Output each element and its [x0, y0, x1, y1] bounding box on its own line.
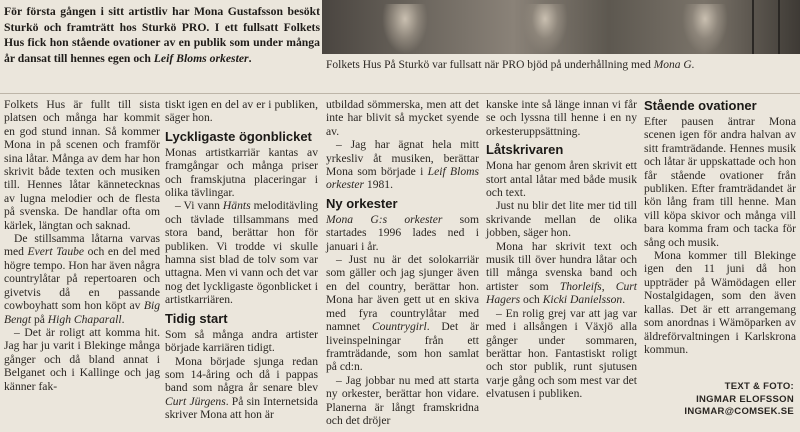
- article-lead: [4, 4, 320, 66]
- lead-end: .: [248, 51, 252, 65]
- paragraph: Monas artistkarriär kantas av framgångar och många priser och framskjutna placeringar i olika tävlingar.: [165, 145, 318, 200]
- paragraph: – Just nu är det solokarriär som gäller och jag sjunger även en del country, berättar hon. Mona har även gett ut en skiva med fyra countrylåtar med namnet Countrygirl. Det är liveinspelningar från ett framträdande, som hon samlat på cd:n.: [326, 253, 479, 374]
- paragraph: Just nu blir det lite mer tid till skrivande mellan de olika jobben, säger hon.: [486, 199, 637, 240]
- paragraph: Efter pausen äntrar Mona scenen igen för andra halvan av sitt framträdande. Hennes musik och låtar är uppskattade och hon får stående ovationer från publiken. Efter framträdandet är kön lång fram till henne. Man vill köpa skivor och många vill bara komma fram och tacka för sång och musik.: [644, 115, 796, 249]
- byline-email: INGMAR@COMSEK.SE: [684, 406, 794, 417]
- paragraph: De stillsamma låtarna varvas med Evert Taube och en del med högre tempo. Hon har även några countrylåtar på repertoaren och givetvis då en passande cowboyhatt som hon köpt av Big Bengt på High Chaparall.: [4, 232, 160, 326]
- column-4: [486, 98, 637, 401]
- subheading: Ny orkester: [326, 195, 398, 211]
- subheading: Låtskrivaren: [486, 142, 564, 158]
- paragraph: – Jag har ägnat hela mitt yrkesliv åt musiken, berättar Mona som började i Leif Bloms orkester 1981.: [326, 138, 479, 192]
- paragraph: Mona har skrivit text och musik till över hundra låtar och till många svenska band och artister som Thorleifs, Curt Hagers och Kicki Danielsson.: [486, 239, 637, 307]
- photo-figure: [522, 4, 568, 54]
- column-5: [644, 98, 796, 356]
- subheading: Tidig start: [165, 310, 228, 326]
- photo-figure: [382, 4, 428, 54]
- byline-label: TEXT & FOTO:: [724, 381, 794, 392]
- caption-name: Mona G.: [653, 59, 695, 71]
- byline-author: INGMAR ELOFSSON: [696, 393, 794, 405]
- divider: [0, 93, 800, 94]
- paragraph: Mona kommer till Blekinge igen den 11 juni då hon uppträder på Wämödagen eller Nostalgidagen, som den även kallas. Det är ett arrangemang som anordnas i Wämöparken av äldreförvaltningen i Karlskrona kommun.: [644, 249, 796, 356]
- paragraph: Som så många andra artister började karriären tidigt.: [165, 327, 318, 355]
- paragraph: utbildad sömmerska, men att det inte har blivit så mycket syende av.: [326, 98, 479, 138]
- article-photo: [322, 0, 800, 54]
- paragraph: Mona började sjunga redan som 14-åring och då i pappas band som några år senare blev Curt Jürgens. På sin Internetsida skriver Mona att hon är: [165, 354, 318, 422]
- paragraph: Mona G:s orkester som startades 1996 lades ned i januari i år.: [326, 212, 479, 253]
- column-2: [165, 98, 318, 422]
- photo-caption: [326, 58, 796, 72]
- paragraph: – En rolig grej var att jag var med i allsången i Växjö alla gånger under sommaren, berättar hon. Fantastiskt roligt och stor publik, runt sjutusen varje gång och som mest var det elvatusen i publiken.: [486, 306, 637, 401]
- column-1: [4, 98, 160, 393]
- mic-stand: [778, 0, 780, 54]
- paragraph: – Det är roligt att komma hit. Jag har ju varit i Blekinge många gånger och då bland annat i Belganet och i Kallinge och jag känner fak-: [4, 325, 160, 393]
- paragraph: – Vi vann Hänts meloditävling och tävlade tillsammans med stora band, berättar hon för publiken. Vi trodde vi skulle hamna sist blad de tolv som var uttagna. Men vi vann och det var nog det lyckligaste ögonblicket i artistkarriären.: [165, 199, 318, 307]
- lead-text: För första gången i sitt artistliv har Mona Gustafsson besökt Sturkö och framträtt hos Sturkö PRO. I ett fullsatt Folkets Hus fick hon stående ovationer av en publik som under många år dansat till hennes egen och: [4, 5, 320, 65]
- subheading: Stående ovationer: [644, 98, 757, 113]
- paragraph: Mona har genom åren skrivit ett stort antal låtar med både musik och text.: [486, 159, 637, 200]
- mic-stand: [752, 0, 754, 54]
- paragraph: kanske inte så länge innan vi får se och lyssna till henne i en ny orkesteruppsättning.: [486, 98, 637, 138]
- photo-figure: [682, 4, 728, 54]
- subheading: Lyckligaste ögonblicket: [165, 128, 312, 144]
- caption-text: Folkets Hus På Sturkö var fullsatt när PRO bjöd på underhållning med: [326, 59, 654, 71]
- paragraph: tiskt igen en del av er i publiken, säger hon.: [165, 98, 318, 125]
- lead-band-name: Leif Bloms orkester: [153, 51, 249, 65]
- column-3: [326, 98, 479, 427]
- paragraph: Folkets Hus är fullt till sista platsen och många har kommit en god stund innan. Så kommer Mona in på scenen och framför sina låtar. Många av dem har hon skrivit både texten och musiken till. Hennes låtar kännetecknas av lugna melodier och de flesta på svenska. De handlar ofta om kärlek, längtan och saknad.: [4, 98, 160, 232]
- paragraph: – Jag jobbar nu med att starta ny orkester, berättar hon vidare. Planerna är långt framskridna och det dröjer: [326, 373, 479, 427]
- byline: [684, 381, 794, 419]
